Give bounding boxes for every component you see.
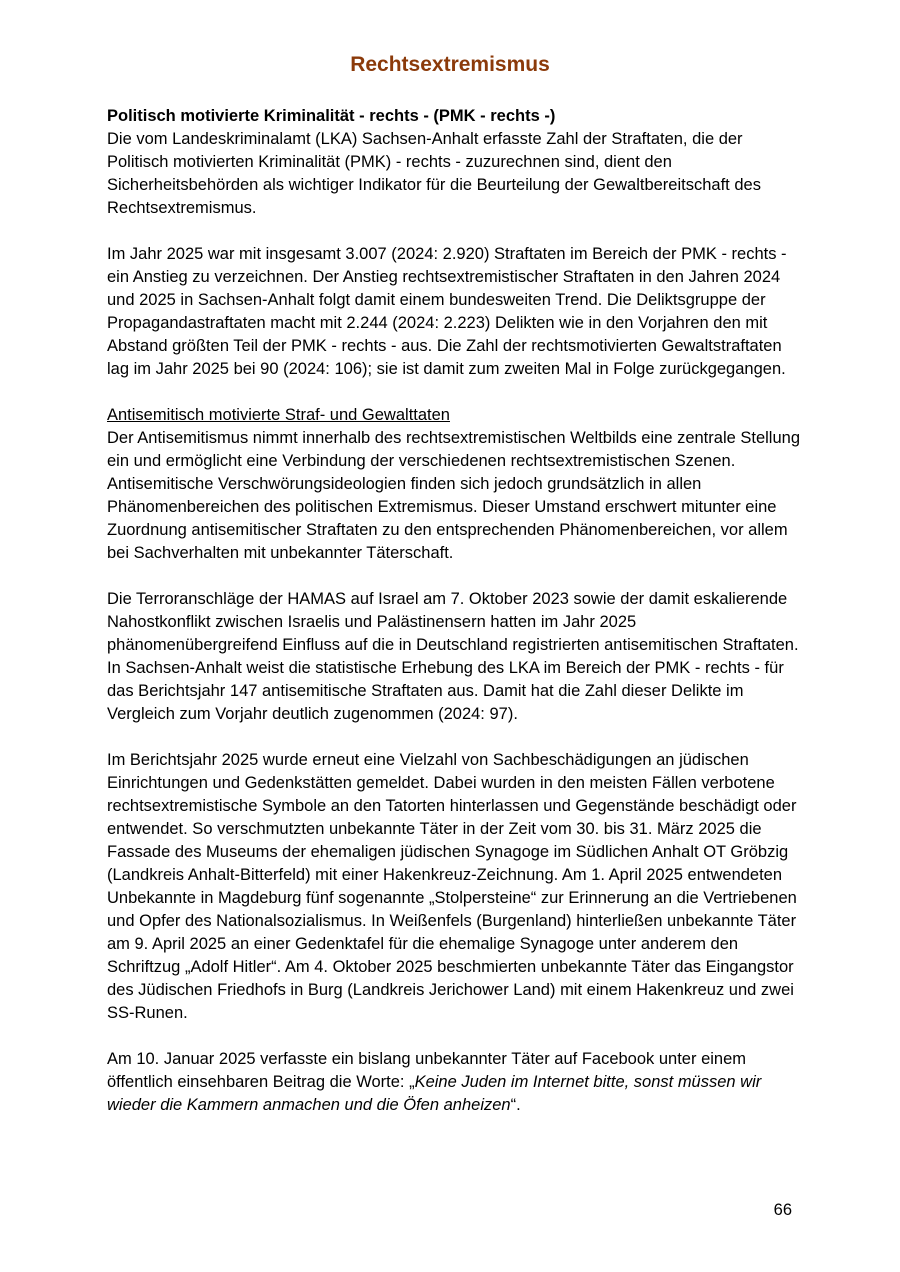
page-title: Rechtsextremismus <box>350 53 550 76</box>
facebook-post-lead: Am 10. Januar 2025 verfasste ein bislang unbekannter Täter auf Facebook unter einem öffentlich einsehbaren Beitrag die Worte: „ <box>107 1050 747 1091</box>
paragraph-pmk-statistics: Im Jahr 2025 war mit insgesamt 3.007 (2024: 2.920) Straftaten im Bereich der PMK - rechts - ein Anstieg zu verzeichnen. Der Anstieg rechtsextremistischer Straftaten in den Jahren 2024 und 2025 in Sachsen-Anhalt folgt damit einem bundesweiten Trend. Die Deliktsgruppe der Propagandastraftaten macht mit 2.244 (2024: 2.223) Delikten wie in den Vorjahren den mit Abstand größten Teil der PMK - rechts - aus. Die Zahl der rechtsmotivierten Gewaltstraftaten lag im Jahr 2025 bei 90 (2024: 106); sie ist damit zum zweiten Mal in Folge zurückgegangen. <box>107 245 787 378</box>
page-number: 66 <box>773 1201 792 1219</box>
paragraph-facebook-post <box>107 1048 807 1117</box>
paragraph-spacer <box>107 726 807 749</box>
document-body <box>107 105 807 1117</box>
facebook-post-tail: “. <box>510 1096 521 1114</box>
paragraph-pmk-intro: Die vom Landeskriminalamt (LKA) Sachsen-Anhalt erfasste Zahl der Straftaten, die der Politisch motivierten Kriminalität (PMK) - rechts - zuzurechnen sind, dient den Sicherheitsbehörden als wichtiger Indikator für die Beurteilung der Gewaltbereitschaft des Rechtsextremismus. <box>107 130 761 217</box>
facebook-post-quote: Keine Juden im Internet bitte, sonst müssen wir wieder die Kammern anmachen und die Öfen anheizen <box>107 1073 762 1114</box>
paragraph-spacer <box>107 220 807 243</box>
paragraph-spacer <box>107 565 807 588</box>
paragraph-spacer <box>107 381 807 404</box>
paragraph-antisemitism: Der Antisemitismus nimmt innerhalb des rechtsextremistischen Weltbilds eine zentrale Stellung ein und ermöglicht eine Verbindung der verschiedenen rechtsextremistischen Szenen. Antisemitische Verschwörungsideologien finden sich jedoch grundsätzlich in allen Phänomenbereichen des politischen Extremismus. Dieser Umstand erschwert mitunter eine Zuordnung antisemitischer Straftaten zu den entsprechenden Phänomenbereichen, vor allem bei Sachverhalten mit unbekannter Täterschaft. <box>107 429 800 562</box>
paragraph-property-damage: Im Berichtsjahr 2025 wurde erneut eine Vielzahl von Sachbeschädigungen an jüdischen Einrichtungen und Gedenkstätten gemeldet. Dabei wurden in den meisten Fällen verbotene rechtsextremistische Symbole an den Tatorten hinterlassen und Gegenstände beschädigt oder entwendet. So verschmutzten unbekannte Täter in der Zeit vom 30. bis 31. März 2025 die Fassade des Museums der ehemaligen jüdischen Synagoge im Südlichen Anhalt OT Gröbzig (Landkreis Anhalt-Bitterfeld) mit einer Hakenkreuz-Zeichnung. Am 1. April 2025 entwendeten Unbekannte in Magdeburg fünf sogenannte „Stolpersteine“ zur Erinnerung an die Vertriebenen und Opfer des Nationalsozialismus. In Weißenfels (Burgenland) hinterließen unbekannte Täter am 9. April 2025 an einer Gedenktafel für die ehemalige Synagoge unter anderem den Schriftzug „Adolf Hitler“. Am 4. Oktober 2025 beschmierten unbekannte Täter das Eingangstor des Jüdischen Friedhofs in Burg (Landkreis Jerichower Land) mit einem Hakenkreuz und zwei SS-Runen. <box>107 751 797 1022</box>
paragraph-spacer <box>107 1025 807 1048</box>
section-heading: Politisch motivierte Kriminalität - rechts - (PMK - rechts -) <box>107 107 556 125</box>
subheading-antisemitic-crimes: Antisemitisch motivierte Straf- und Gewalttaten <box>107 406 450 424</box>
paragraph-hamas-attacks: Die Terroranschläge der HAMAS auf Israel am 7. Oktober 2023 sowie der damit eskalierende Nahostkonflikt zwischen Israelis und Palästinensern hatten im Jahr 2025 phänomenübergreifend Einfluss auf die in Deutschland registrierten antisemitischen Straftaten. In Sachsen-Anhalt weist die statistische Erhebung des LKA im Bereich der PMK - rechts - für das Berichtsjahr 147 antisemitische Straftaten aus. Damit hat die Zahl dieser Delikte im Vergleich zum Vorjahr deutlich zugenommen (2024: 97). <box>107 590 799 723</box>
